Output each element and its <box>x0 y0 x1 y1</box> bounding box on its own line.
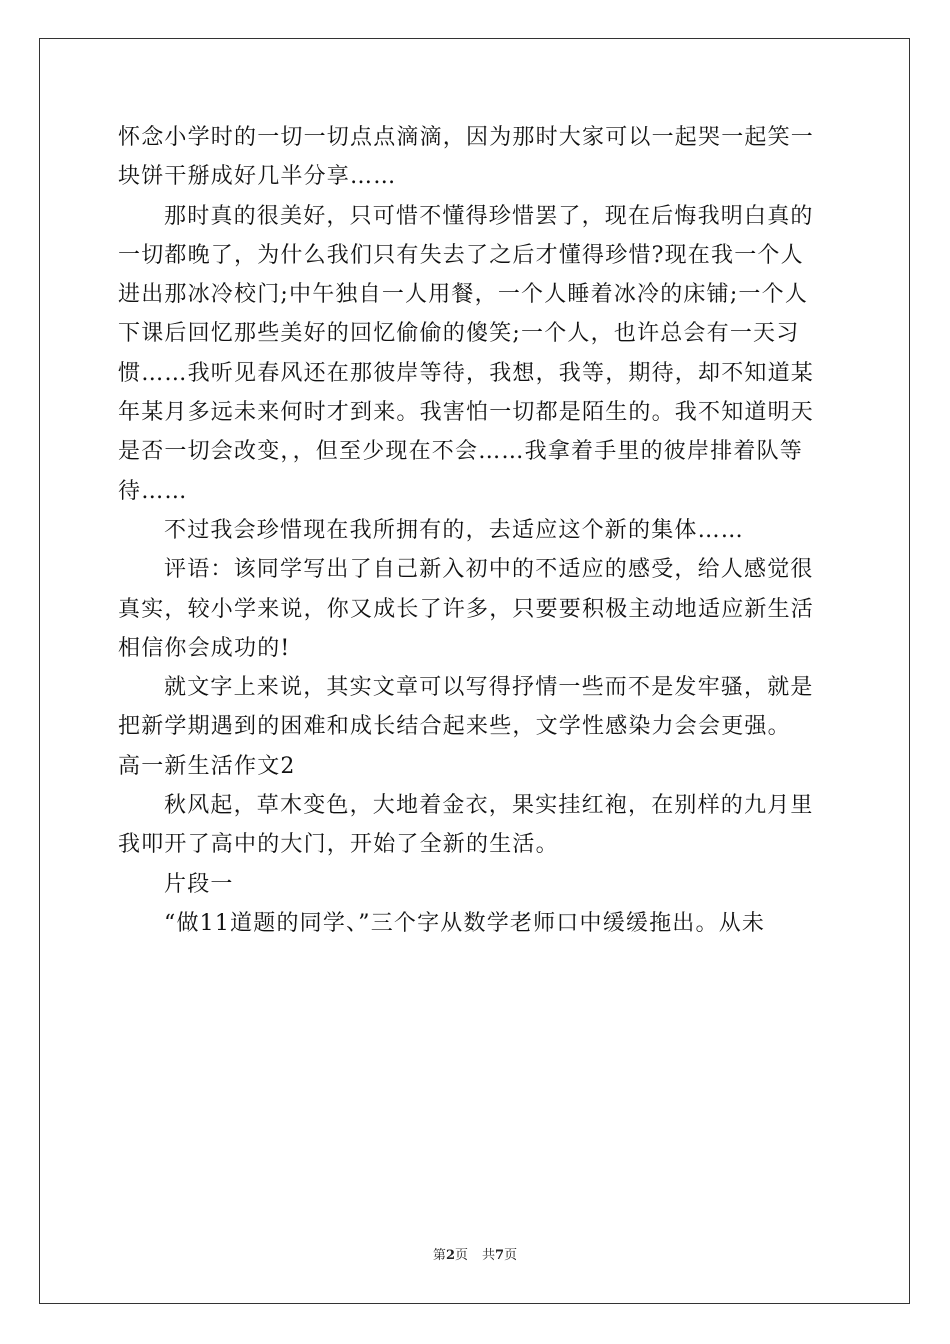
text-line: 进出那冰冷校门;中午独自一人用餐，一个人睡着冰冷的床铺;一个人 <box>118 282 809 308</box>
text-line: 是否一切会改变，，但至少现在不会……我拿着手里的彼岸排着队等 <box>118 439 804 465</box>
page-suffix: 页 <box>454 1248 468 1263</box>
text-line: 下课后回忆那些美好的回忆偷偷的傻笑;一个人，也许总会有一天习 <box>118 321 800 347</box>
total-pages: 7 <box>495 1248 505 1263</box>
page-number: 2 <box>445 1248 455 1263</box>
page-prefix: 第 <box>432 1248 446 1263</box>
text-line: 不过我会珍惜现在我所拥有的，去适应这个新的集体…… <box>164 517 745 543</box>
text-line: 年某月多远未来何时才到来。我害怕一切都是陌生的。我不知道明天 <box>118 400 815 426</box>
document-body <box>118 118 834 943</box>
page-footer <box>0 1247 950 1265</box>
text-line: 块饼干掰成好几半分享…… <box>118 164 397 190</box>
text-line: 真实，较小学来说，你又成长了许多，只要要积极主动地适应新生活 <box>118 596 815 622</box>
text-line: 高一新生活作文2 <box>118 753 296 779</box>
text-line: 把新学期遇到的困难和成长结合起来些，文学性感染力会会更强。 <box>118 714 791 740</box>
text-line: 惯……我听见春风还在那彼岸等待，我想，我等，期待，却不知道某 <box>118 360 815 386</box>
text-line: “做11道题的同学、”三个字从数学老师口中缓缓拖出。从未 <box>164 910 766 936</box>
text-line: 秋风起，草木变色，大地着金衣，果实挂红袍，在别样的九月里 <box>164 793 814 819</box>
text-line: 相信你会成功的! <box>118 635 291 661</box>
total-suffix: 页 <box>504 1248 518 1263</box>
text-line: 那时真的很美好，只可惜不懂得珍惜罢了，现在后悔我明白真的 <box>164 203 814 229</box>
text-line: 就文字上来说，其实文章可以写得抒情一些而不是发牢骚，就是 <box>164 675 814 701</box>
text-line: 待…… <box>118 478 188 504</box>
text-line: 评语：该同学写出了自己新入初中的不适应的感受，给人感觉很 <box>164 557 814 583</box>
text-line: 片段一 <box>164 871 234 897</box>
total-prefix: 共 <box>482 1248 496 1263</box>
text-line: 怀念小学时的一切一切点点滴滴，因为那时大家可以一起哭一起笑一 <box>118 125 815 150</box>
text-line: 一切都晚了，为什么我们只有失去了之后才懂得珍惜?现在我一个人 <box>118 242 804 268</box>
text-line: 我叩开了高中的大门，开始了全新的生活。 <box>118 832 559 858</box>
